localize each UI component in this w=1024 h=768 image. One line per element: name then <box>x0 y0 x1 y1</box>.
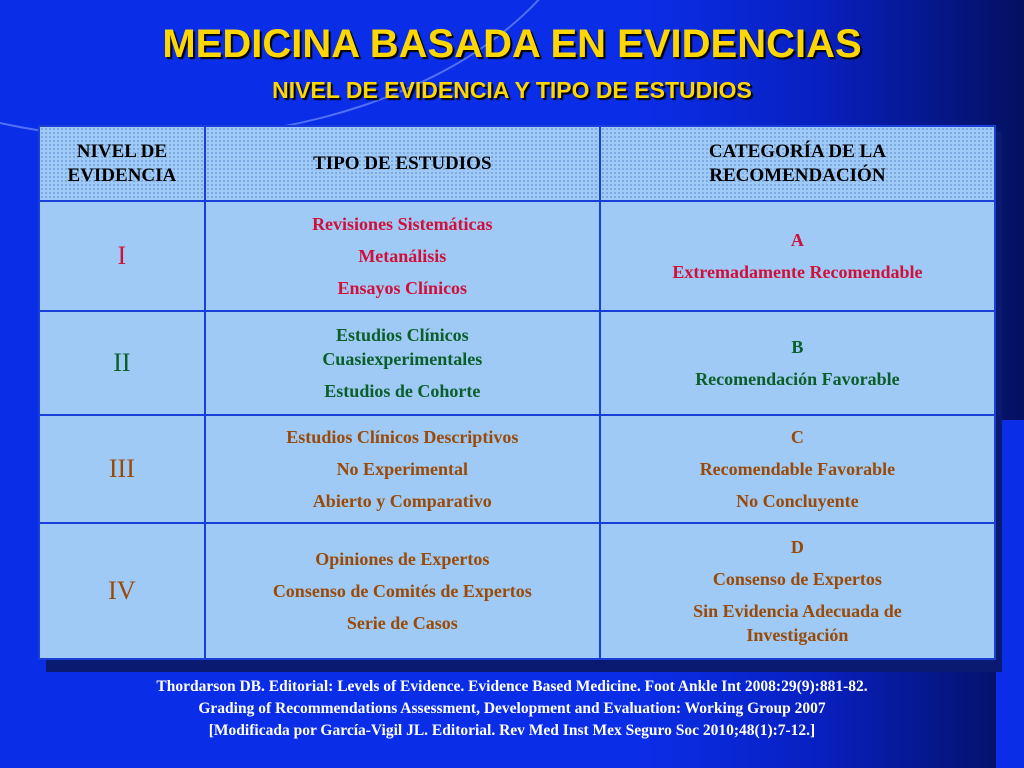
study-item-line-1: Estudios Clínicos <box>336 325 469 345</box>
table-row <box>39 201 995 311</box>
category-letter: C <box>790 427 804 447</box>
category-item <box>601 595 994 651</box>
slide-title: MEDICINA BASADA EN EVIDENCIAS <box>162 22 862 66</box>
reference-line: [Modificada por García-Vigil JL. Editorial. Rev Med Inst Mex Seguro Soc 2010;48(1):7-12.] <box>208 722 816 739</box>
table-row <box>39 311 995 415</box>
table-header-row <box>39 126 995 201</box>
study-item: Estudios de Cohorte <box>324 381 481 401</box>
study-item-line-2: Cuasiexperimentales <box>322 349 483 369</box>
category-item-line-2: Investigación <box>746 625 849 645</box>
category-cell <box>600 415 995 523</box>
evidence-table <box>38 125 996 660</box>
study-item: Serie de Casos <box>346 613 458 633</box>
studies-cell <box>205 201 600 311</box>
study-item: Consenso de Comités de Expertos <box>272 581 532 601</box>
reference-line: Grading of Recommendations Assessment, Development and Evaluation: Working Group 2007 <box>198 700 826 717</box>
header-nivel <box>39 126 205 201</box>
category-item-line-1: Sin Evidencia Adecuada de <box>693 601 902 621</box>
level-cell: I <box>39 201 205 311</box>
reference-line: Thordarson DB. Editorial: Levels of Evidence. Evidence Based Medicine. Foot Ankle Int 2008:29(9):881-82. <box>156 678 868 695</box>
study-item: No Experimental <box>336 459 469 479</box>
header-categoria-line-1: CATEGORÍA DE LA <box>708 140 886 162</box>
study-item: Metanálisis <box>358 246 447 266</box>
category-letter: D <box>790 537 804 557</box>
studies-cell <box>205 311 600 415</box>
table-row <box>39 415 995 523</box>
studies-cell <box>205 523 600 659</box>
level-cell: IV <box>39 523 205 659</box>
studies-cell <box>205 415 600 523</box>
category-letter: B <box>791 337 804 357</box>
category-item: Consenso de Expertos <box>712 569 882 589</box>
header-nivel-line-1: NIVEL DE <box>76 140 168 162</box>
header-tipo: TIPO DE ESTUDIOS <box>205 126 600 201</box>
level-cell: III <box>39 415 205 523</box>
references <box>0 676 1024 742</box>
study-item: Abierto y Comparativo <box>312 491 492 511</box>
category-item: No Concluyente <box>736 491 859 511</box>
level-cell: II <box>39 311 205 415</box>
category-item: Recomendación Favorable <box>695 369 900 389</box>
study-item: Opiniones de Expertos <box>315 549 490 569</box>
study-item: Revisiones Sistemáticas <box>312 214 493 234</box>
header-nivel-line-2: EVIDENCIA <box>67 164 177 186</box>
category-item: Extremadamente Recomendable <box>672 262 923 282</box>
category-cell <box>600 311 995 415</box>
study-item: Estudios Clínicos Descriptivos <box>286 427 519 447</box>
study-item: Ensayos Clínicos <box>337 278 468 298</box>
slide-subtitle: NIVEL DE EVIDENCIA Y TIPO DE ESTUDIOS <box>272 77 752 103</box>
table-row <box>39 523 995 659</box>
category-item: Recomendable Favorable <box>699 459 896 479</box>
study-item <box>206 319 599 375</box>
header-categoria-line-2: RECOMENDACIÓN <box>709 164 886 186</box>
category-cell <box>600 201 995 311</box>
category-letter: A <box>790 230 804 250</box>
category-cell <box>600 523 995 659</box>
header-categoria <box>600 126 995 201</box>
decorative-arc <box>0 0 600 140</box>
